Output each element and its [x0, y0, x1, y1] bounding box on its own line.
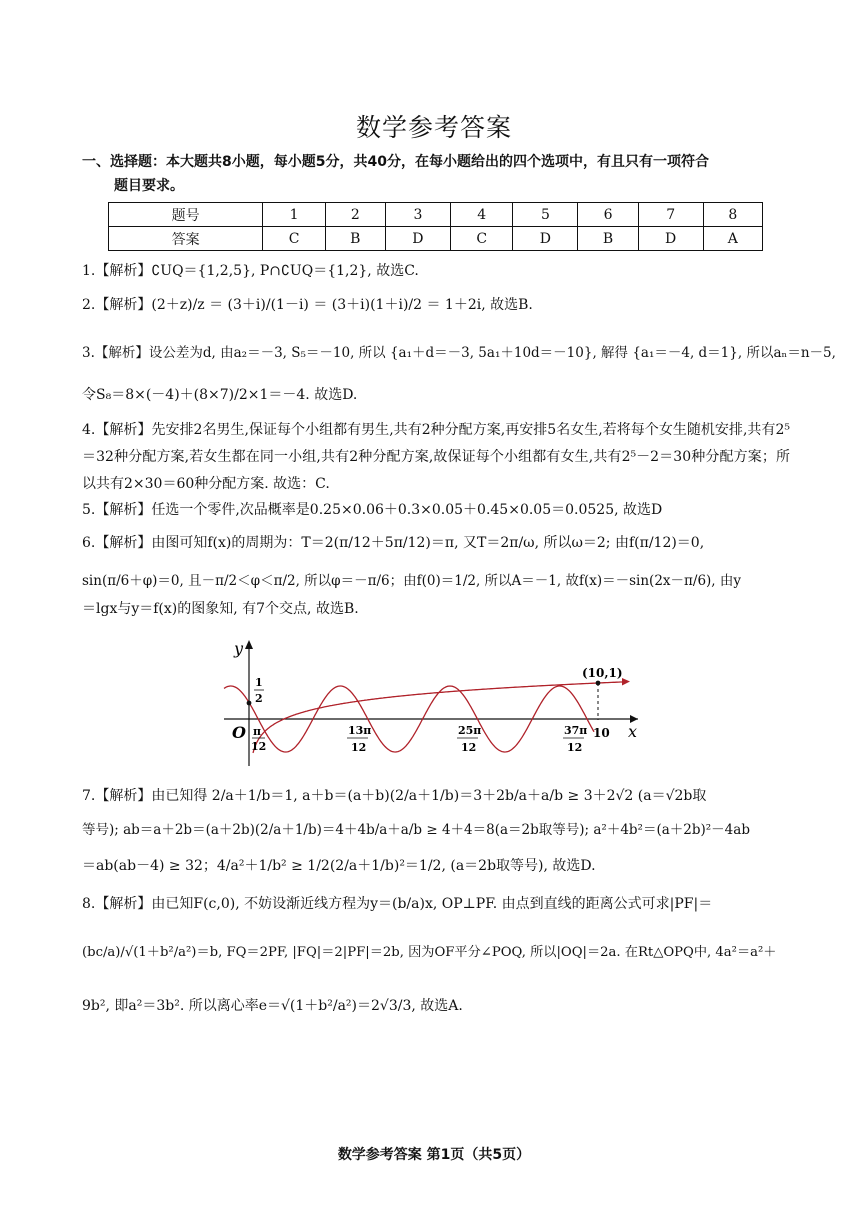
table-cell: 6 — [578, 203, 638, 227]
tick-13pi12-denominator: 12 — [351, 741, 367, 754]
point-y-intercept — [247, 701, 252, 706]
table-cell: 8 — [703, 203, 762, 227]
solution-3-line-2: 令S₈＝8×(－4)＋(8×7)/2×1＝－4. 故选D. — [82, 387, 358, 403]
table-cell: 2 — [325, 203, 385, 227]
y-axis-label: y — [234, 639, 244, 658]
page-title: 数学参考答案 — [355, 113, 512, 142]
table-cell: B — [578, 227, 638, 251]
solution-2: 2.【解析】(2＋z)/z ＝ (3＋i)/(1－i) ＝ (3＋i)(1＋i)/2 ＝ 1＋2i, 故选B. — [82, 297, 533, 313]
tick-37pi12-denominator: 12 — [567, 741, 583, 754]
section-heading-text: 一、选择题：本大题共8小题，每小题5分，共40分，在每小题给出的四个选项中，有且只有一项符合 — [82, 154, 709, 170]
section-heading-cont: 题目要求。 — [114, 178, 184, 194]
tick-25pi12-numerator: 25π — [458, 724, 482, 737]
table-header-cell: 题号 — [109, 203, 263, 227]
tick-pi12-denominator: 12 — [251, 740, 267, 753]
table-cell: 4 — [450, 203, 512, 227]
solution-6-line-2: sin(π/6＋φ)＝0, 且－π/2＜φ＜π/2, 所以φ＝－π/6；由f(0)＝1/2, 所以A＝－1, 故f(x)＝－sin(2x－π/6), 由y — [82, 573, 742, 589]
table-cell: 3 — [385, 203, 450, 227]
table-cell: C — [263, 227, 325, 251]
table-cell: 5 — [513, 203, 578, 227]
solution-3-line-1: 3.【解析】设公差为d, 由a₂＝－3, S₅＝－10, 所以 {a₁＋d＝－3, 5a₁＋10d＝－10}, 解得 {a₁＝－4, d＝1}, 所以aₙ＝n－5, — [82, 345, 836, 361]
table-row — [109, 227, 763, 251]
half-numerator: 1 — [255, 676, 263, 689]
table-cell: D — [385, 227, 450, 251]
solution-4: 4.【解析】先安排2名男生,保证每个小组都有男生,共有2种分配方案,再安排5名女生,若将每个女生随机安排,共有2⁵＝32种分配方案,若女生都在同一小组,共有2种分配方案,故保证每个小组都有女生,共有2⁵－2＝30种分配方案；所以共有2×30＝60种分配方案. 故选：C. — [82, 422, 790, 492]
table-cell: 7 — [638, 203, 703, 227]
solution-1: 1.【解析】∁UQ＝{1,2,5}, P∩∁UQ＝{1,2}, 故选C. — [82, 263, 419, 279]
answer-table — [108, 202, 763, 251]
table-header-cell: 答案 — [109, 227, 263, 251]
table-cell: D — [638, 227, 703, 251]
solution-8-line-1: 8.【解析】由已知F(c,0), 不妨设渐近线方程为y＝(b/a)x, OP⊥PF. 由点到直线的距离公式可求|PF|＝ — [82, 896, 713, 912]
table-cell: C — [450, 227, 512, 251]
tick-37pi12-numerator: 37π — [564, 724, 588, 737]
origin-label: O — [232, 723, 246, 742]
table-cell: A — [703, 227, 762, 251]
solution-8-line-3: 9b², 即a²＝3b². 所以离心率e＝√(1＋b²/a²)＝2√3/3, 故选A. — [82, 998, 463, 1014]
function-graph — [222, 636, 642, 772]
half-denominator: 2 — [255, 692, 263, 705]
y-axis-arrow-icon — [245, 640, 253, 649]
tick-10: 10 — [593, 726, 610, 740]
point-10-1 — [596, 681, 601, 686]
solution-8-line-2: (bc/a)/√(1＋b²/a²)＝b, FQ＝2PF, |FQ|＝2|PF|＝2b, 因为OF平分∠POQ, 所以|OQ|＝2a. 在Rt△OPQ中, 4a²＝a²＋ — [82, 945, 777, 960]
page-footer: 数学参考答案 第1页（共5页） — [337, 1147, 531, 1163]
point-label: (10,1) — [582, 666, 623, 680]
solution-7-line-2: 等号); ab＝a＋2b＝(a＋2b)(2/a＋1/b)＝4＋4b/a＋a/b ≥ 4＋4＝8(a＝2b取等号); a²＋4b²＝(a＋2b)²－4ab — [82, 822, 750, 838]
table-cell: D — [513, 227, 578, 251]
solution-6-line-3: ＝lgx与y＝f(x)的图象知, 有7个交点, 故选B. — [82, 601, 359, 617]
solution-7-line-1: 7.【解析】由已知得 2/a＋1/b＝1, a＋b＝(a＋b)(2/a＋1/b)＝3＋2b/a＋a/b ≥ 3＋2√2 (a＝√2b取 — [82, 788, 707, 804]
table-cell: 1 — [263, 203, 325, 227]
solution-6-line-1: 6.【解析】由图可知f(x)的周期为：T＝2(π/12＋5π/12)＝π, 又T＝2π/ω, 所以ω＝2; 由f(π/12)＝0, — [82, 535, 705, 551]
solution-5: 5.【解析】任选一个零件,次品概率是0.25×0.06＋0.3×0.05＋0.45×0.05＝0.0525, 故选D — [82, 502, 663, 518]
table-cell: B — [325, 227, 385, 251]
x-axis-label: x — [628, 722, 638, 741]
log-curve-arrow-icon — [622, 678, 630, 686]
tick-25pi12-denominator: 12 — [461, 741, 477, 754]
tick-13pi12-numerator: 13π — [348, 724, 372, 737]
solution-7-line-3: ＝ab(ab－4) ≥ 32；4/a²＋1/b² ≥ 1/2(2/a＋1/b)²＝1/2, (a＝2b取等号), 故选D. — [82, 858, 596, 874]
section-heading — [82, 150, 802, 198]
table-row — [109, 203, 763, 227]
tick-pi12-numerator: π — [253, 725, 262, 738]
